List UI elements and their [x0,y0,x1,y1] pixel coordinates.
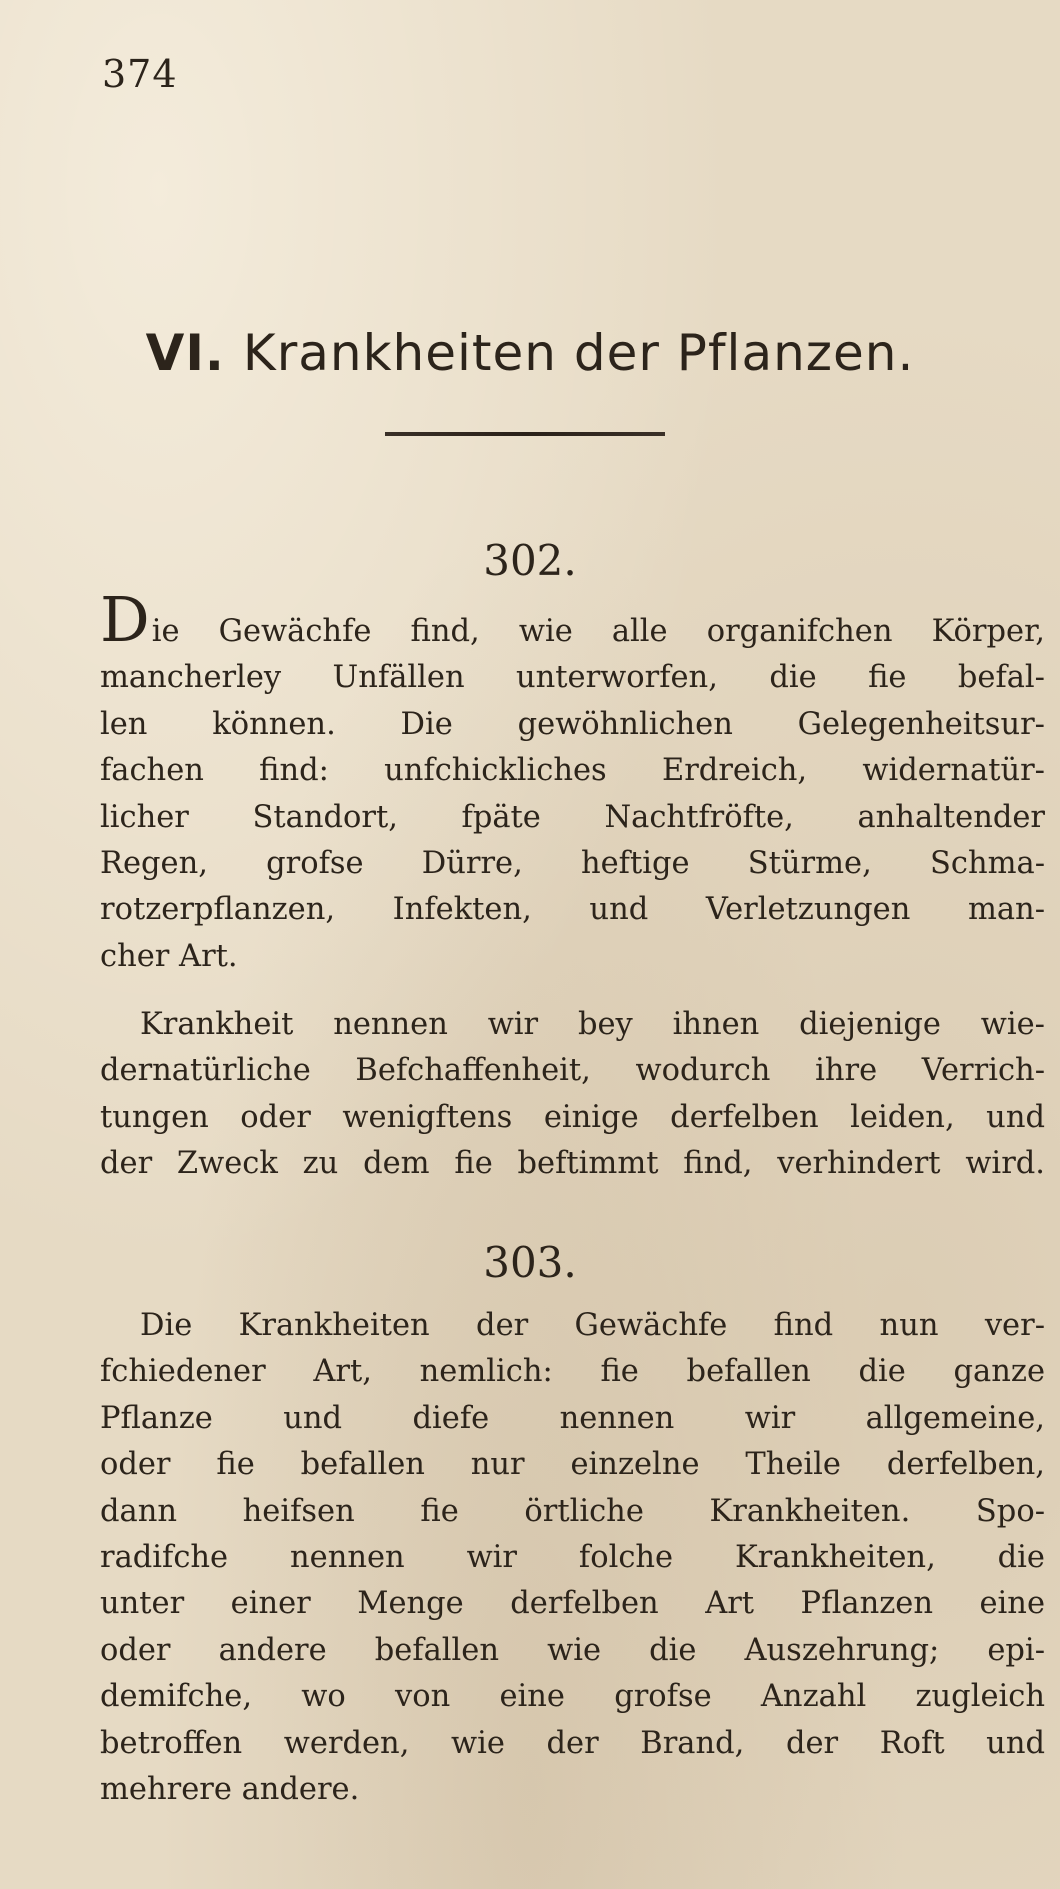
section-302-paragraph-2 [100,1002,1045,1188]
text-line: Krankheit nennen wir bey ihnen diejenige wie- [140,1007,1045,1042]
section-302-paragraph-1 [100,583,1045,980]
text-line: radifche nennen wir folche Krankheiten, die [100,1540,1045,1576]
text-line: oder andere befallen wie die Auszehrung; epi- [100,1632,1045,1668]
text-line: licher Standort, fpäte Nachtfröfte, anhaltender [100,799,1045,835]
section-303-paragraph-1 [100,1303,1045,1813]
chapter-numeral: VI. [145,323,225,382]
section-number-303: 303. [483,1238,577,1287]
text-line: Die Gewächfe find, wie alle organifchen Körper, [100,583,1045,656]
text-line: mancherley Unfällen unterworfen, die fie befal- [100,660,1045,696]
decorative-rule [385,432,665,436]
page-number: 374 [102,52,178,96]
text-line: dernatürliche Befchaffenheit, wodurch ihre Verrich- [100,1053,1045,1089]
text-line: fachen find: unfchickliches Erdreich, widernatür- [100,753,1045,789]
drop-cap: D [100,583,150,656]
chapter-title: Krankheiten der Pflanzen. [242,323,915,382]
section-number-302: 302. [483,536,577,585]
text-line: len können. Die gewöhnlichen Gelegenheitsur- [100,706,1045,742]
text-line: oder fie befallen nur einzelne Theile derfelben, [100,1447,1045,1483]
text-line: Pflanze und diefe nennen wir allgemeine, [100,1400,1045,1436]
text-line: Die Krankheiten der Gewächfe find nun ver- [140,1308,1045,1343]
text-line: betroffen werden, wie der Brand, der Roft und [100,1725,1045,1761]
text-line: fchiedener Art, nemlich: fie befallen die ganze [100,1354,1045,1390]
text-line: rotzerpflanzen, Infekten, und Verletzungen man- [100,892,1045,928]
chapter-heading [0,324,1060,382]
text-line: der Zweck zu dem fie beftimmt find, verhindert wird. [100,1146,1045,1182]
text-line: tungen oder wenigftens einige derfelben leiden, und [100,1099,1045,1135]
text-line: unter einer Menge derfelben Art Pflanzen eine [100,1586,1045,1622]
text-line: cher Art. [100,938,238,974]
text-line: dann heifsen fie örtliche Krankheiten. Spo- [100,1493,1045,1529]
text-line: mehrere andere. [100,1772,360,1808]
text-line: Regen, grofse Dürre, heftige Stürme, Schma- [100,846,1045,882]
text-line: demifche, wo von eine grofse Anzahl zugleich [100,1679,1045,1715]
